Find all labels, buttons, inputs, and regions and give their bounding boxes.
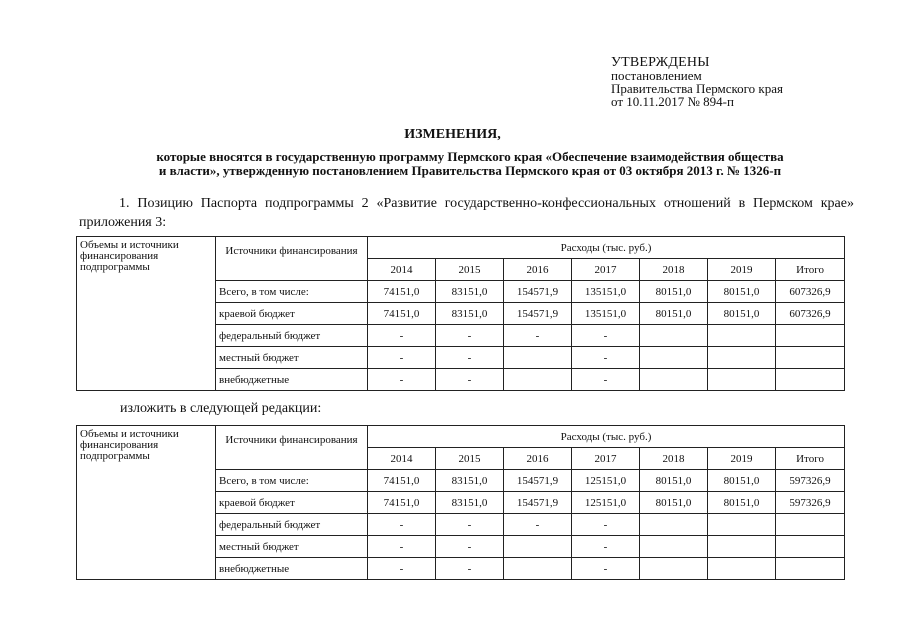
value-cell: 74151,0 — [368, 492, 436, 514]
row-label: краевой бюджет — [216, 492, 368, 514]
value-cell: 597326,9 — [776, 470, 845, 492]
value-cell: - — [572, 536, 640, 558]
value-cell: - — [436, 325, 504, 347]
financing-table-new — [76, 425, 845, 580]
row-label: внебюджетные — [216, 369, 368, 391]
document-title: ИЗМЕНЕНИЯ, — [404, 127, 501, 142]
value-cell — [504, 558, 572, 580]
year-header: 2015 — [436, 448, 504, 470]
value-cell: 80151,0 — [640, 281, 708, 303]
value-cell — [776, 536, 845, 558]
row-label: местный бюджет — [216, 347, 368, 369]
sources-header: Источники финансирования — [216, 426, 368, 470]
value-cell: 74151,0 — [368, 470, 436, 492]
year-header: 2015 — [436, 259, 504, 281]
value-cell — [504, 347, 572, 369]
value-cell: - — [368, 347, 436, 369]
year-header: 2014 — [368, 448, 436, 470]
year-header: 2018 — [640, 259, 708, 281]
value-cell: 80151,0 — [708, 492, 776, 514]
value-cell: 607326,9 — [776, 303, 845, 325]
row-label: местный бюджет — [216, 536, 368, 558]
value-cell: - — [368, 558, 436, 580]
sources-header: Источники финансирования — [216, 237, 368, 281]
value-cell: - — [436, 514, 504, 536]
value-cell: 83151,0 — [436, 303, 504, 325]
value-cell: 80151,0 — [640, 470, 708, 492]
value-cell: - — [436, 347, 504, 369]
value-cell — [776, 369, 845, 391]
value-cell: 597326,9 — [776, 492, 845, 514]
year-header: 2014 — [368, 259, 436, 281]
value-cell: - — [572, 369, 640, 391]
row-label: внебюджетные — [216, 558, 368, 580]
value-cell — [504, 369, 572, 391]
value-cell: 154571,9 — [504, 303, 572, 325]
row-label: Всего, в том числе: — [216, 281, 368, 303]
year-header: 2017 — [572, 448, 640, 470]
value-cell: 154571,9 — [504, 281, 572, 303]
value-cell: - — [572, 514, 640, 536]
value-cell: 80151,0 — [640, 303, 708, 325]
year-header: 2018 — [640, 448, 708, 470]
document-subtitle — [100, 150, 840, 178]
value-cell — [640, 325, 708, 347]
value-cell: 135151,0 — [572, 303, 640, 325]
expenses-header: Расходы (тыс. руб.) — [368, 237, 845, 259]
value-cell: 125151,0 — [572, 492, 640, 514]
approval-line: Правительства Пермского края — [611, 81, 783, 96]
approval-line: от 10.11.2017 № 894-п — [611, 94, 734, 109]
value-cell: 74151,0 — [368, 303, 436, 325]
total-header: Итого — [776, 448, 845, 470]
value-cell: - — [572, 325, 640, 347]
value-cell — [640, 558, 708, 580]
value-cell — [708, 536, 776, 558]
value-cell: - — [436, 558, 504, 580]
year-header: 2016 — [504, 259, 572, 281]
total-header: Итого — [776, 259, 845, 281]
value-cell — [640, 514, 708, 536]
value-cell: 154571,9 — [504, 470, 572, 492]
financing-table-old — [76, 236, 845, 391]
value-cell: - — [504, 325, 572, 347]
value-cell — [708, 325, 776, 347]
subtitle-line: которые вносятся в государственную программу Пермского края «Обеспечение взаимодействия общества — [156, 149, 784, 164]
value-cell: 80151,0 — [708, 281, 776, 303]
value-cell: - — [368, 369, 436, 391]
value-cell: 83151,0 — [436, 492, 504, 514]
value-cell: 607326,9 — [776, 281, 845, 303]
row-label: федеральный бюджет — [216, 325, 368, 347]
value-cell — [776, 325, 845, 347]
value-cell: 83151,0 — [436, 281, 504, 303]
value-cell — [708, 514, 776, 536]
value-cell: - — [368, 514, 436, 536]
value-cell: 80151,0 — [640, 492, 708, 514]
approval-line: постановлением — [611, 68, 702, 83]
value-cell: 74151,0 — [368, 281, 436, 303]
year-header: 2016 — [504, 448, 572, 470]
year-header: 2019 — [708, 448, 776, 470]
approval-block — [611, 56, 783, 108]
row-label: Всего, в том числе: — [216, 470, 368, 492]
value-cell: 125151,0 — [572, 470, 640, 492]
year-header: 2019 — [708, 259, 776, 281]
value-cell: - — [436, 536, 504, 558]
value-cell: 135151,0 — [572, 281, 640, 303]
value-cell: 80151,0 — [708, 303, 776, 325]
value-cell: - — [572, 558, 640, 580]
value-cell — [708, 369, 776, 391]
value-cell: - — [436, 369, 504, 391]
value-cell: - — [572, 347, 640, 369]
value-cell: 154571,9 — [504, 492, 572, 514]
value-cell — [776, 558, 845, 580]
year-header: 2017 — [572, 259, 640, 281]
table-label-cell: Объемы и источники финансирования подпрограммы — [77, 426, 216, 580]
approval-heading: УТВЕРЖДЕНЫ — [611, 55, 710, 70]
value-cell: - — [368, 325, 436, 347]
value-cell — [640, 369, 708, 391]
value-cell — [708, 558, 776, 580]
value-cell — [640, 347, 708, 369]
paragraph-position: 1. Позицию Паспорта подпрограммы 2 «Развитие государственно-конфессиональных отношений в Пермском крае» приложения 3: — [79, 196, 854, 230]
value-cell — [776, 514, 845, 536]
value-cell — [504, 536, 572, 558]
row-label: федеральный бюджет — [216, 514, 368, 536]
value-cell: - — [368, 536, 436, 558]
value-cell — [776, 347, 845, 369]
expenses-header: Расходы (тыс. руб.) — [368, 426, 845, 448]
value-cell: - — [504, 514, 572, 536]
table-label-cell: Объемы и источники финансирования подпрограммы — [77, 237, 216, 391]
value-cell: 80151,0 — [708, 470, 776, 492]
value-cell — [708, 347, 776, 369]
row-label: краевой бюджет — [216, 303, 368, 325]
value-cell — [640, 536, 708, 558]
value-cell: 83151,0 — [436, 470, 504, 492]
paragraph-new-edition: изложить в следующей редакции: — [120, 401, 322, 416]
subtitle-line: и власти», утвержденную постановлением Правительства Пермского края от 03 октября 2013 г. № 1326-п — [158, 163, 782, 178]
